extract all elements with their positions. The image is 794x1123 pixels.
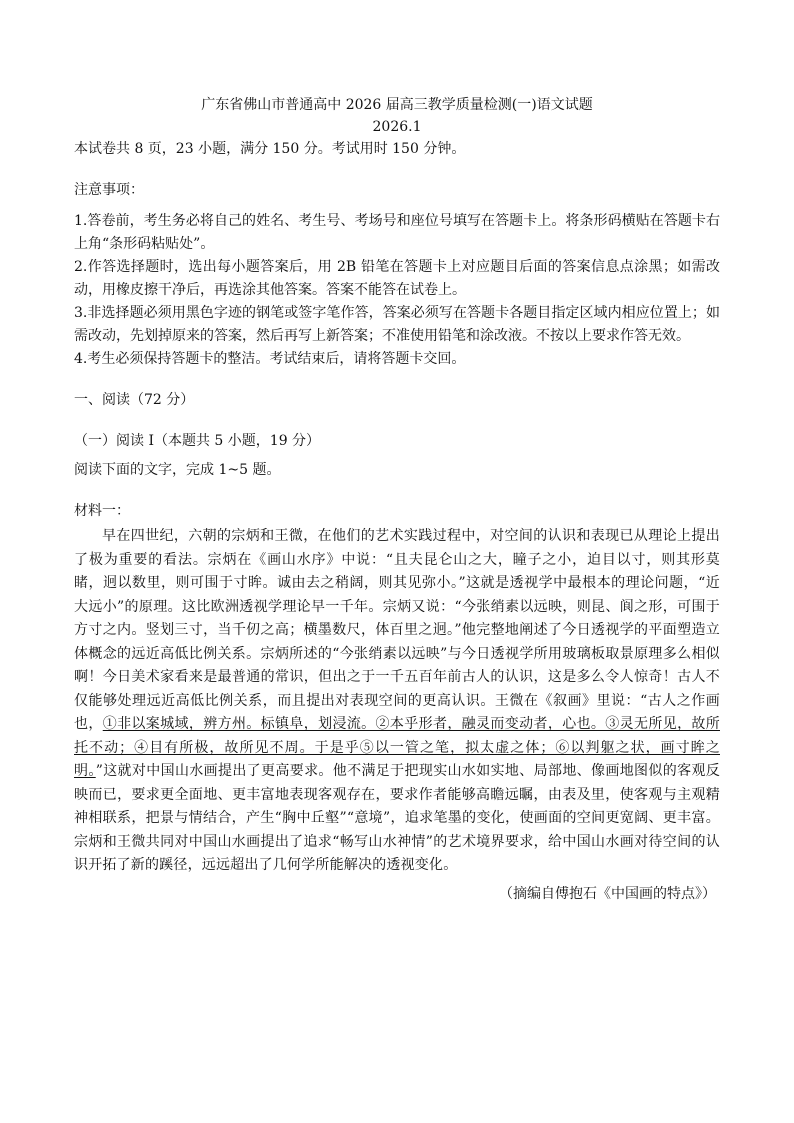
section-heading: 一、阅读（72 分） [74,392,195,408]
note-item-3: 3.非选择题必须用黑色字迹的钢笔或签字笔作答，答案必须写在答题卡各题目指定区域内相应位置上；如需改动，先划掉原来的答案，然后再写上新答案；不准使用铅笔和涂改液。不按以上要求作答无效。 [74,305,720,344]
sub-section-heading: （一）阅读 I（本题共 5 小题，19 分） [74,433,321,449]
passage-text-part1: 早在四世纪，六朝的宗炳和王微，在他们的艺术实践过程中，对空间的认识和表现已从理论上提出了极为重要的看法。宗炳在《画山水序》中说：“且夫昆仑山之大，瞳子之小，迫目以寸，则其形莫睹，迥以数里，则可围于寸眸。诚由去之稍阔，则其见弥小。”这就是透视学中最根本的理论问题，“近大远小”的原理。这比欧洲透视学理论早一千年。宗炳又说：“今张绡素以远映，则昆、阆之形，可围于方寸之内。竖划三寸，当千仞之高；横墨数尺，体百里之迥。”他完整地阐述了今日透视学的平面塑造立体概念的远近高低比例关系。宗炳所述的“今张绡素以远映”与今日透视学所用玻璃板取景原理多么相似啊！今日美术家看来是最普通的常识，但出之于一千五百年前古人的认识，这是多么令人惊奇！古人不仅能够处理远近高低比例关系，而且提出对表现空间的更高认识。王微在《叙画》里说：“古人之作画也， [74,528,720,732]
note-item-4: 4.考生必须保持答题卡的整洁。考试结束后，请将答题卡交回。 [74,351,466,367]
exam-date: 2026.1 [372,119,422,135]
passage-text-part2: ”这就对中国山水画提出了更高要求。他不满足于把现实山水如实地、局部地、像画地图似的客观反映而已，要求更全面地、更丰富地表现客观存在，要求作者能够高瞻远瞩，由表及里，使客观与主观精神相联系，把景与情结合，产生“胸中丘壑”“意境”，追求笔墨的变化，使画面的空间更宽阔、更丰富。宗炳和王微共同对中国山水画提出了追求“畅写山水神情”的艺术境界要求，给中国山水画对待空间的认识开拓了新的蹊径，远远超出了几何学所能解决的透视变化。 [74,763,720,873]
note-item-1: 1.答卷前，考生务必将自己的姓名、考生号、考场号和座位号填写在答题卡上。将条形码横贴在答题卡右上角“条形码粘贴处”。 [74,213,720,252]
exam-intro: 本试卷共 8 页，23 小题，满分 150 分。考试用时 150 分钟。 [74,141,466,157]
exam-title: 广东省佛山市普通高中 2026 届高三教学质量检测(一)语文试题 [201,97,593,113]
passage-source: （摘编自傅抱石《中国画的特点》） [499,885,716,902]
passage-underlined-quote: ①非以案城域，辨方州。标镇阜，划浸流。②本乎形者，融灵而变动者，心也。③灵无所见，故所托不动；④目有所极，故所见不周。于是乎⑤以一管之笔，拟太虚之体；⑥以判躯之状，画寸眸之明。 [74,716,720,779]
material-label: 材料一： [74,503,130,519]
reading-instruction: 阅读下面的文字，完成 1~5 题。 [74,462,281,478]
note-item-2: 2.作答选择题时，选出每小题答案后，用 2B 铅笔在答题卡上对应题目后面的答案信息点涂黑；如需改动，用橡皮擦干净后，再选涂其他答案。答案不能答在试卷上。 [74,259,720,298]
passage-paragraph [74,525,720,878]
notes-heading: 注意事项： [74,182,144,198]
exam-page [74,94,720,906]
